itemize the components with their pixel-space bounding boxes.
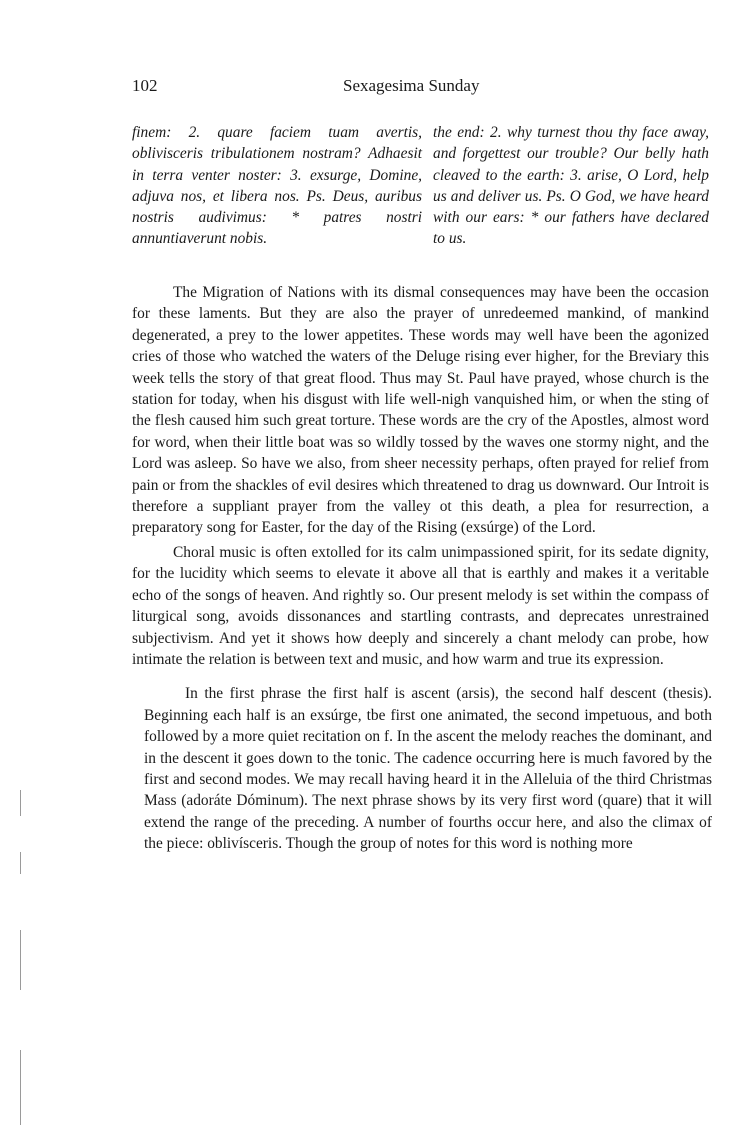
scan-margin-mark xyxy=(20,852,21,874)
scan-margin-mark xyxy=(20,1050,21,1125)
english-introit-text: the end: 2. why turnest thou thy face away, and forgettest our trouble? Our belly hath cleaved to the earth: 3. arise, O Lord, help us and deliver us. Ps. O God, we have heard with our ears: * our fathers have declared to us. xyxy=(433,124,709,248)
paragraph-migration: The Migration of Nations with its dismal consequences may have been the occasion for these laments. But they are also the prayer of unredeemed mankind, of mankind degenerated, a prey to the lower appetites. These words may well have been the agonized cries of those who watched the waters of the Deluge rising ever higher, for the Breviary this week tells the story of that great flood. Thus may St. Paul have prayed, whose church is the station for today, when his disgust with life well-nigh vanquished him, or when the sting of the flesh caused him such great torture. These words are the cry of the Apostles, almost word for word, when their little boat was so wildly tossed by the waves one stormy night, and the Lord was asleep. So have we also, from sheer necessity perhaps, often prayed for relief from pain or from the shackles of evil desires which threatened to drag us downward. Our Introit is therefore a suppliant prayer from the valley ot this death, a plea for resurrection, a preparatory song for Easter, for the day of the Rising (exsúrge) of the Lord. xyxy=(132,284,709,537)
paragraph-choral-music: Choral music is often extolled for its calm unimpassioned spirit, for its sedate dignity, for the lucidity which seems to elevate it above all that is earthly and makes it a veritable echo of the songs of heaven. And rightly so. Our present melody is set within the compass of liturgical song, avoids dissonances and startling contrasts, and deprecates unrestrained subjectivism. And yet it shows how deeply and sincerely a chant melody can probe, how intimate the relation is between text and music, and how warm and true its expression. xyxy=(132,543,709,668)
paragraph-first-phrase: In the first phrase the first half is ascent (arsis), the second half descent (thesis). Beginning each half is an exsúrge, tbe first one animated, the second impetuous, and both followed by a more quiet recitation on f. In the ascent the melody reaches the dominant, and in the descent it goes down to the tonic. The cadence occurring here is much favored by the first and second modes. We may recall having heard it in the Alleluia of the third Christmas Mass (adoráte Dóminum). The next phrase shows by its very first word (quare) that it will extend the range of the preceding. A number of fourths occur here, and also the climax of the piece: oblivísceris. Though the group of notes for this word is nothing more xyxy=(144,685,712,853)
latin-introit-text: finem: 2. quare faciem tuam avertis, oblivisceris tribulationem nostram? Adhaesit in terra venter noster: 3. exsurge, Domine, adjuva nos, et libera nos. Ps. Deus, auribus nostris audivimus: * patres nostri annuntiaverunt nobis. xyxy=(132,124,422,248)
scan-margin-mark xyxy=(20,790,21,816)
english-translation-column xyxy=(433,122,709,250)
page-number: 102 xyxy=(132,76,158,95)
commentary-body xyxy=(132,282,712,855)
scan-margin-mark xyxy=(20,930,21,990)
latin-text-column xyxy=(132,122,422,250)
running-title: Sexagesima Sunday xyxy=(343,76,480,95)
